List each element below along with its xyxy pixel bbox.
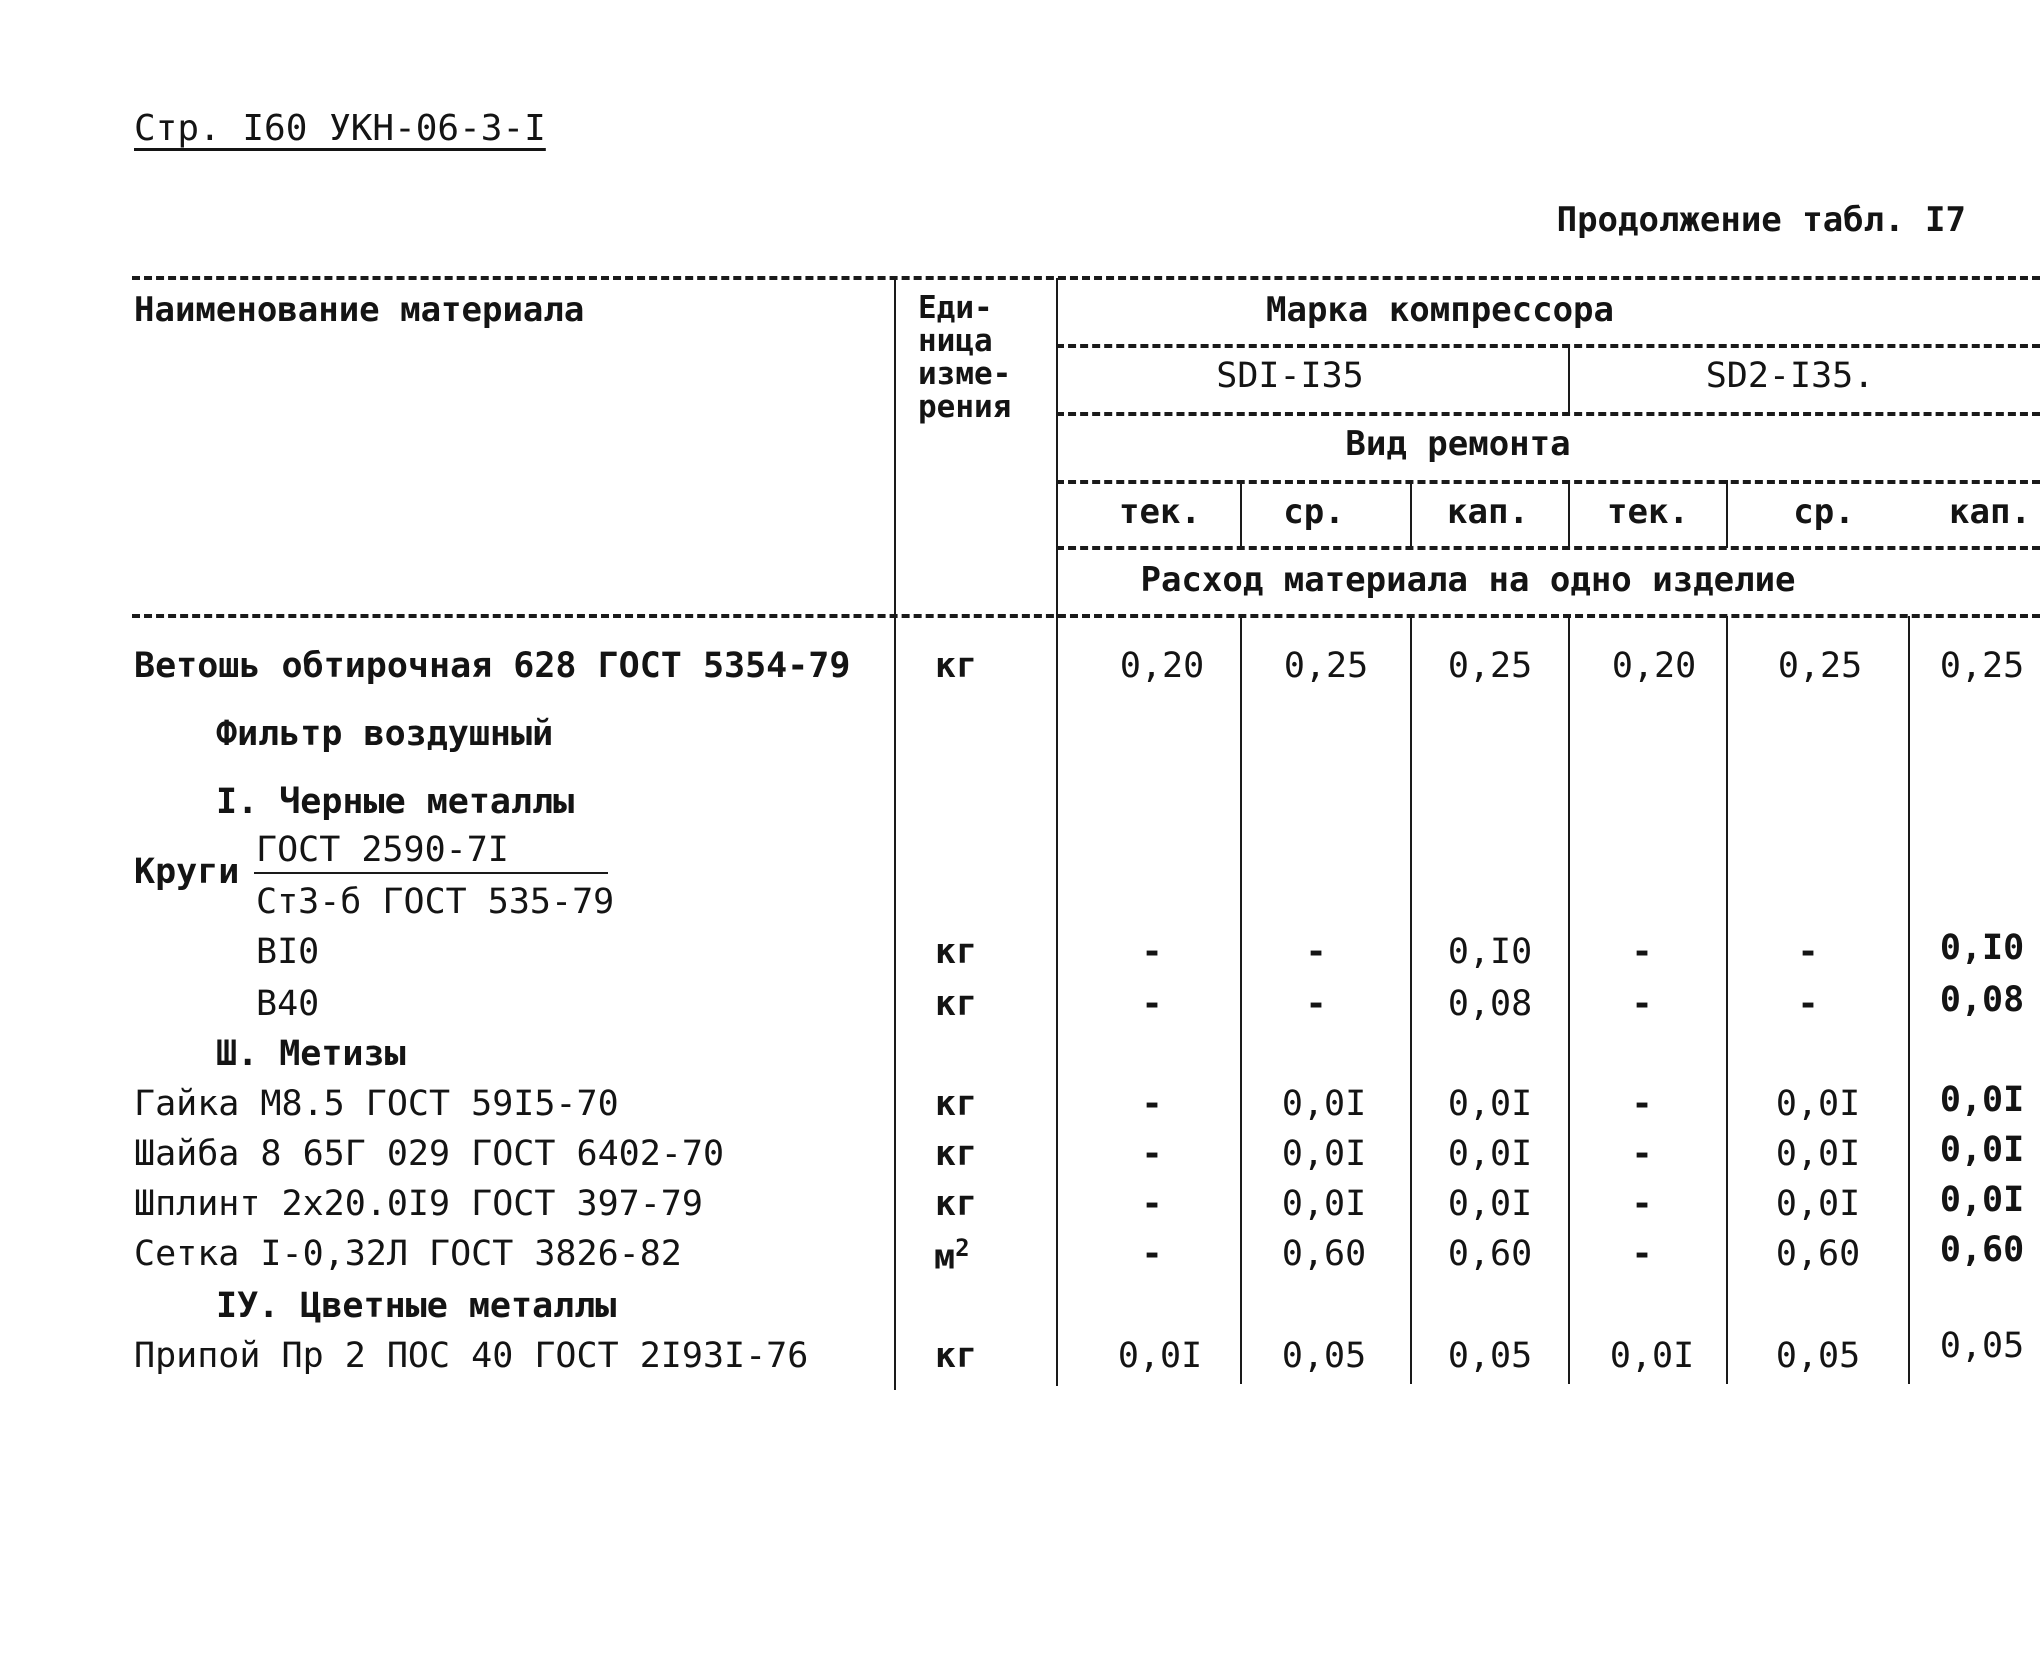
table-cell-value: 0,25	[1447, 646, 1533, 686]
section-heading: Фильтр воздушный	[216, 714, 554, 754]
table-cell-value: -	[1631, 984, 1653, 1024]
col-divider-2	[1410, 616, 1412, 1384]
unit-column-header	[918, 292, 1011, 424]
table-cell-value: -	[1141, 1134, 1163, 1174]
table-cell-value: 0,0I	[1775, 1134, 1861, 1174]
unit-superscript: 2	[955, 1234, 970, 1262]
table-cell-value: 0,08	[1447, 984, 1533, 1024]
col-divider-1-head	[1240, 480, 1242, 548]
table-row-unit: кг	[934, 1134, 978, 1174]
table-cell-value: 0,20	[1611, 646, 1697, 686]
col-divider-3	[1568, 616, 1570, 1384]
table-row-unit: кг	[934, 932, 978, 972]
table-row-unit: кг	[934, 1084, 978, 1124]
table-cell-value: -	[1631, 932, 1653, 972]
table-cell-value: 0,60	[1281, 1234, 1367, 1274]
fraction-line	[254, 872, 608, 874]
table-row-material: BI0	[256, 932, 320, 972]
table-cell-value: 0,0I	[1939, 1080, 2025, 1120]
table-cell-value: -	[1141, 1084, 1163, 1124]
consumption-header: Расход материала на одно изделие	[1140, 560, 1796, 600]
table-cell-value: 0,0I	[1447, 1084, 1533, 1124]
table-cell-value: -	[1631, 1134, 1653, 1174]
unit-header-line: Еди-	[918, 290, 993, 326]
table-row-unit: кг	[934, 984, 978, 1024]
section-heading: Ш. Метизы	[216, 1034, 406, 1074]
table-row-unit: кг	[934, 1184, 978, 1224]
table-cell-value: 0,08	[1939, 980, 2025, 1020]
repair-kind-header: тек.	[1119, 492, 1201, 532]
table-cell-value: 0,0I	[1281, 1134, 1367, 1174]
table-cell-value: 0,60	[1447, 1234, 1533, 1274]
table-row-material: Ветошь обтирочная 628 ГОСТ 5354-79	[134, 646, 851, 686]
col-divider-1	[1240, 616, 1242, 1384]
unit-text: м	[934, 1237, 956, 1278]
table-cell-value: 0,25	[1777, 646, 1863, 686]
section-heading: IУ. Цветные металлы	[216, 1286, 617, 1326]
table-cell-value: -	[1631, 1084, 1653, 1124]
table-cell-value: -	[1141, 984, 1163, 1024]
unit-header-line: рения	[918, 389, 1012, 425]
table-cell-value: 0,0I	[1447, 1184, 1533, 1224]
header-bottom-rule	[132, 614, 2040, 618]
table-cell-value: 0,0I	[1281, 1184, 1367, 1224]
table-cell-value: 0,60	[1939, 1230, 2025, 1270]
repair-kind-header: тек.	[1607, 492, 1689, 532]
table-cell-value: 0,I0	[1447, 932, 1533, 972]
compressor-brand-header: Марка компрессора	[1266, 290, 1614, 330]
table-cell-value: 0,0I	[1117, 1336, 1203, 1376]
section-heading: I. Черные металлы	[216, 782, 575, 822]
col-divider-models	[1568, 344, 1570, 414]
table-continuation-label: Продолжение табл. I7	[1556, 200, 1966, 240]
rule-under-models	[1056, 412, 2040, 416]
table-cell-value: -	[1797, 932, 1819, 972]
material-prefix: Круги	[134, 852, 240, 892]
table-cell-value: -	[1141, 1234, 1163, 1274]
table-cell-value: -	[1797, 984, 1819, 1024]
table-cell-value: 0,05	[1447, 1336, 1533, 1376]
col-divider-5	[1908, 616, 1910, 1384]
col-divider-4	[1726, 616, 1728, 1384]
col-divider-unit	[894, 278, 896, 1390]
table-row-material: Сетка I-0,32Л ГОСТ 3826-82	[134, 1234, 682, 1274]
table-row-unit: кг	[934, 646, 978, 686]
table-row-unit: кг	[934, 1336, 978, 1376]
unit-header-line: ница	[918, 323, 993, 359]
col-divider-2-head	[1410, 480, 1412, 548]
table-cell-value: 0,0I	[1775, 1084, 1861, 1124]
table-cell-value: 0,0I	[1939, 1130, 2025, 1170]
model-2-header: SD2-I35.	[1705, 356, 1875, 396]
table-cell-value: -	[1631, 1184, 1653, 1224]
table-cell-value: -	[1141, 932, 1163, 972]
table-cell-value: 0,0I	[1939, 1180, 2025, 1220]
repair-type-header: Вид ремонта	[1345, 424, 1571, 464]
table-cell-value: 0,05	[1939, 1326, 2025, 1366]
table-cell-value: 0,0I	[1609, 1336, 1695, 1376]
col-divider-4-head	[1726, 480, 1728, 548]
table-cell-value: 0,I0	[1939, 928, 2025, 968]
table-row-unit	[934, 1234, 970, 1278]
repair-kind-header: ср.	[1793, 492, 1855, 532]
repair-kind-header: кап.	[1949, 492, 2031, 532]
table-row-material: Шайба 8 65Г 029 ГОСТ 6402-70	[134, 1134, 725, 1174]
rule-under-repair-type	[1056, 480, 2040, 484]
table-cell-value: -	[1305, 984, 1327, 1024]
gost-numerator: ГОСТ 2590-7I	[256, 830, 509, 870]
gost-denominator: Ст3-б ГОСТ 535-79	[256, 882, 615, 922]
rule-under-repair-kinds	[1056, 546, 2040, 550]
table-top-rule	[132, 276, 2040, 280]
repair-kind-header: ср.	[1283, 492, 1345, 532]
table-row-material: Припой Пр 2 ПОС 40 ГОСТ 2I93I-76	[134, 1336, 809, 1376]
col-divider-3-head	[1568, 480, 1570, 548]
table-cell-value: -	[1305, 932, 1327, 972]
table-cell-value: -	[1141, 1184, 1163, 1224]
table-cell-value: -	[1631, 1234, 1653, 1274]
table-cell-value: 0,0I	[1281, 1084, 1367, 1124]
table-cell-value: 0,60	[1775, 1234, 1861, 1274]
rule-under-brand	[1056, 344, 2040, 348]
table-cell-value: 0,0I	[1447, 1134, 1533, 1174]
table-row-material: B40	[256, 984, 320, 1024]
table-row-material: Гайка М8.5 ГОСТ 59I5-70	[134, 1084, 619, 1124]
table-cell-value: 0,0I	[1775, 1184, 1861, 1224]
table-row-material: Шплинт 2х20.0I9 ГОСТ 397-79	[134, 1184, 703, 1224]
material-column-header: Наименование материала	[134, 290, 585, 330]
page-number-header: Стр. I60 УКН-06-3-I	[134, 108, 546, 149]
repair-kind-header: кап.	[1447, 492, 1529, 532]
table-cell-value: 0,05	[1775, 1336, 1861, 1376]
model-1-header: SDI-I35	[1216, 356, 1364, 396]
col-divider-values	[1056, 278, 1058, 1386]
table-cell-value: 0,25	[1939, 646, 2025, 686]
table-cell-value: 0,25	[1283, 646, 1369, 686]
table-cell-value: 0,20	[1119, 646, 1205, 686]
unit-header-line: изме-	[918, 356, 1012, 392]
table-cell-value: 0,05	[1281, 1336, 1367, 1376]
